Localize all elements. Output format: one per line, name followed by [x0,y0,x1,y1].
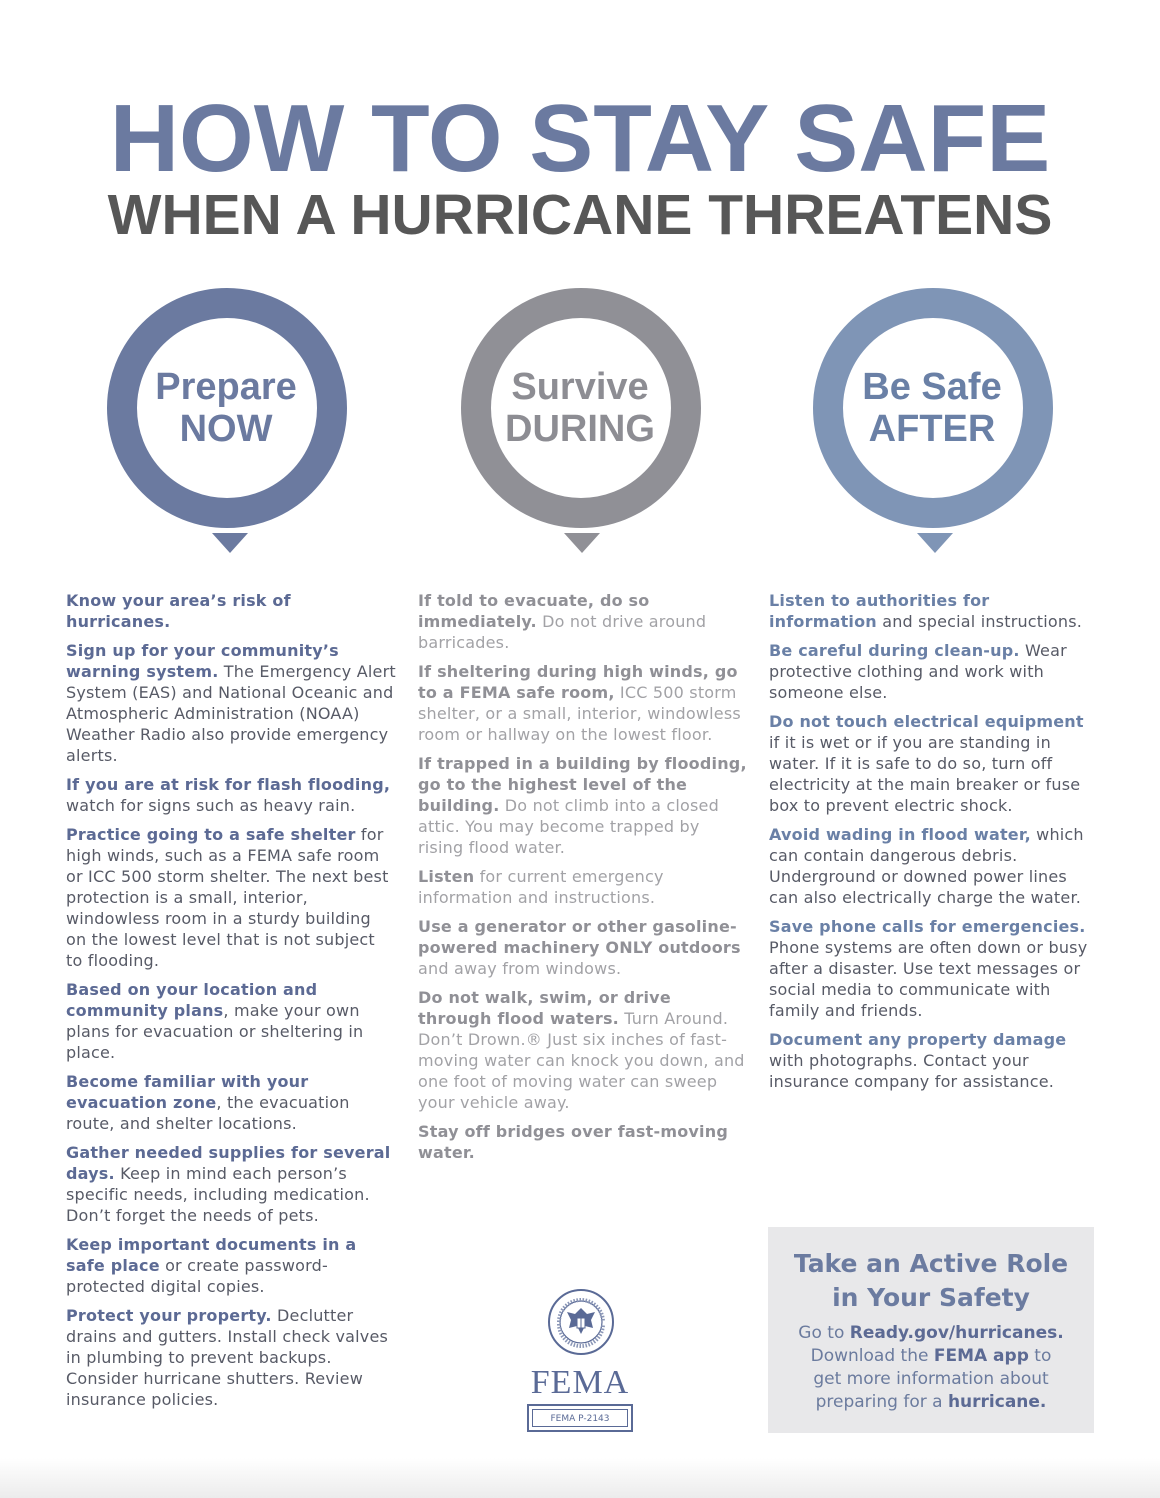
tip-text: which can contain dangerous debris. Underground or downed power lines can also electrically charge the water. [769,825,1084,907]
tip-item [418,916,748,979]
publication-number-box [527,1404,633,1432]
tip-text: Declutter drains and gutters. Install check valves in plumbing to prevent backups. Consider hurricane shutters. Review insurance policies. [66,1306,389,1409]
tip-item [418,1121,748,1163]
tip-lead: If trapped in a building by flooding, go to the highest level of the building. [418,754,747,815]
tip-text: and away from windows. [418,959,622,978]
tip-lead: Document any property damage [769,1030,1067,1049]
tip-text: or create password-protected digital copies. [66,1256,328,1296]
callout-text: preparing for a [815,1392,948,1412]
tip-item [66,1234,396,1297]
be-safe-after-column [769,590,1099,1100]
tip-text: Turn Around. Don’t Drown.® Just six inches of fast-moving water can knock you down, and one foot of moving water can sweep your vehicle away. [418,1009,745,1112]
tip-lead: Gather needed supplies for several days. [66,1143,391,1183]
callout-emphasis: FEMA app [933,1346,1029,1366]
callout-body [768,1322,1094,1414]
callout-text: Go to [798,1323,850,1343]
prepare-ring [106,287,354,557]
tip-text: , the evacuation route, and shelter locations. [66,1093,350,1133]
callout-title-line2: in Your Safety [832,1283,1030,1312]
tip-lead: Stay off bridges over fast-moving water. [418,1122,728,1162]
tip-lead: Avoid wading in flood water, [769,825,1031,844]
tip-lead: Practice going to a safe shelter [66,825,356,844]
tip-item [769,711,1099,816]
callout-title [768,1247,1094,1315]
survive-during-column [418,590,748,1171]
tip-item [66,824,396,971]
tip-lead: Sign up for your community’s warning system. [66,641,339,681]
tip-lead: Based on your location and community plans [66,980,318,1020]
tip-text: with photographs. Contact your insurance company for assistance. [769,1051,1055,1091]
tip-text: for high winds, such as a FEMA safe room or ICC 500 storm shelter. The next best protection is a small, interior, windowless room in a sturdy building on the lowest level that is not subject to flooding. [66,825,389,970]
callout-text: Download the [810,1346,934,1366]
tip-lead: Listen [418,867,475,886]
tip-item [66,1071,396,1134]
tip-item [66,640,396,766]
tip-lead: Become familiar with your evacuation zone [66,1072,309,1112]
callout-emphasis: Ready.gov/hurricanes. [849,1323,1064,1343]
tip-lead: If sheltering during high winds, go to a FEMA safe room, [418,662,738,702]
tip-item [418,866,748,908]
tip-lead: Do not touch electrical equipment [769,712,1084,731]
tip-lead: Keep important documents in a safe place [66,1235,357,1275]
prepare-ring-line2: NOW [179,408,273,450]
tip-text: Do not drive around barricades. [418,612,707,652]
tip-text: The Emergency Alert System (EAS) and National Oceanic and Atmospheric Administration (NOAA) Weather Radio also provide emergency alerts. [66,662,396,765]
tip-text: Wear protective clothing and work with someone else. [769,641,1067,702]
tip-item [66,979,396,1063]
tip-text: for current emergency information and instructions. [418,867,664,907]
tip-lead: Know your area’s risk of hurricanes. [66,591,291,631]
fema-wordmark: FEMA [530,1364,630,1401]
page-subtitle: WHEN A HURRICANE THREATENS [107,183,1053,247]
prepare-now-column [66,590,396,1418]
after-ring-line1: Be Safe [862,366,1002,408]
active-role-callout [768,1227,1094,1433]
page-title: HOW TO STAY SAFE [109,85,1051,192]
tip-lead: Save phone calls for emergencies. [769,917,1086,936]
tip-item [66,590,396,632]
tip-item [66,774,396,816]
survive-ring-line1: Survive [511,366,649,408]
tip-lead: Be careful during clean-up. [769,641,1020,660]
tip-item [418,661,748,745]
callout-text: get more information about [813,1369,1049,1389]
callout-text: to [1028,1346,1052,1366]
after-ring [812,287,1060,557]
publication-number: FEMA P-2143 [532,1409,628,1427]
tip-item [769,590,1099,632]
tip-item [418,987,748,1113]
tip-text: Phone systems are often down or busy after a disaster. Use text messages or social media to communicate with family and friends. [769,938,1088,1020]
tip-lead: If you are at risk for flash flooding, [66,775,391,794]
tip-item [418,753,748,858]
tip-item [769,824,1099,908]
tip-text: Do not climb into a closed attic. You may become trapped by rising flood water. [418,796,719,857]
tip-lead: Protect your property. [66,1306,272,1325]
page-bottom-shadow [0,1458,1160,1498]
tip-text: , make your own plans for evacuation or sheltering in place. [66,1001,364,1062]
tip-text: ICC 500 storm shelter, or a small, interior, windowless room or hallway on the lowest floor. [418,683,741,744]
tip-text: watch for signs such as heavy rain. [66,796,356,815]
tip-lead: If told to evacuate, do so immediately. [418,591,650,631]
tip-item [66,1305,396,1410]
tip-text: if it is wet or if you are standing in water. If it is safe to do so, turn off electricity at the main breaker or fuse box to prevent electric shock. [769,733,1081,815]
tip-item [769,916,1099,1021]
tip-lead: Do not walk, swim, or drive through flood waters. [418,988,671,1028]
prepare-ring-line1: Prepare [155,366,297,408]
tip-item [418,590,748,653]
tip-item [769,640,1099,703]
after-ring-line2: AFTER [868,408,996,450]
tip-item [66,1142,396,1226]
tip-item [769,1029,1099,1092]
tip-lead: Use a generator or other gasoline-powered machinery ONLY outdoors [418,917,741,957]
callout-title-line1: Take an Active Role [793,1249,1069,1278]
tip-text: Keep in mind each person’s specific needs, including medication. Don’t forget the needs of pets. [66,1164,370,1225]
tip-lead: Listen to authorities for information [769,591,990,631]
survive-ring [460,287,708,557]
callout-emphasis: hurricane. [947,1392,1047,1412]
survive-ring-line2: DURING [505,408,655,450]
tip-text: and special instructions. [876,612,1083,631]
dhs-seal-icon [547,1288,615,1356]
